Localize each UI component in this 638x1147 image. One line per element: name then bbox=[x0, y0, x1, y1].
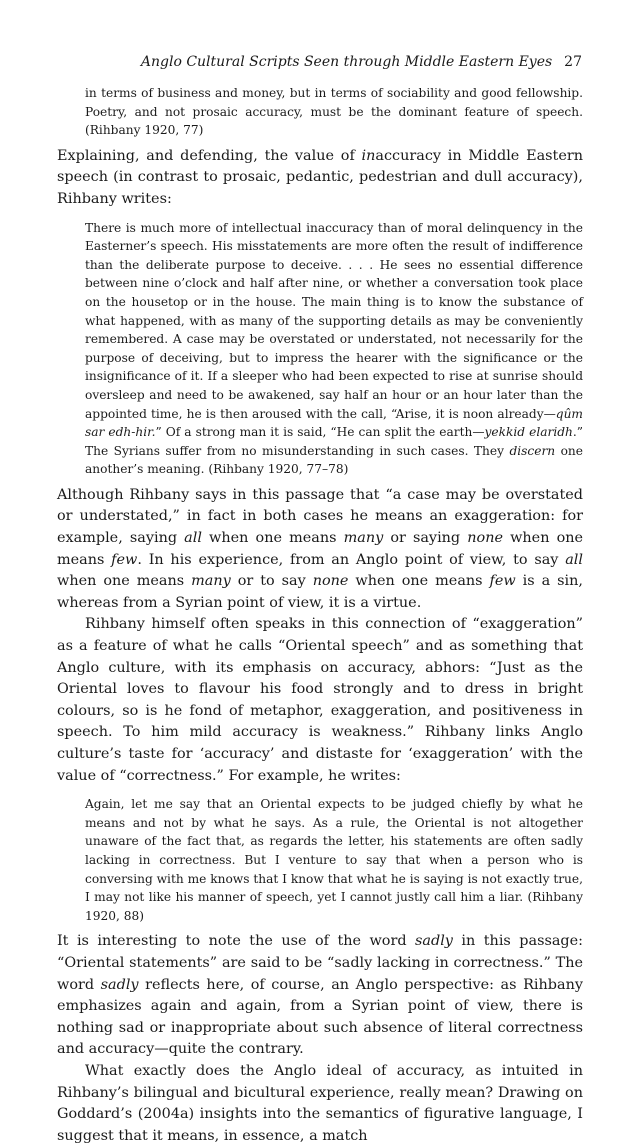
text-run: reflects here, of course, an Anglo perspective: as Rihbany emphasizes again and again, from a Syrian point of view, there is nothing sad or inappropriate about such absence of literal correctness and accuracy—quite the contrary. bbox=[57, 976, 583, 1058]
text-run: There is much more of intellectual inaccuracy than of moral delinquency in the Easterner’s speech. His misstatements are more often the result of indifference than the deliberate purpose to deceive. . . . He sees no essential difference between nine o’clock and half after nine, or whether a conversation took place on the housetop or in the house. The main thing is to know the substance of what happened, with as many of the supporting details as may be conveniently remembered. A case may be overstated or understated, not necessarily for the purpose of deceiving, but to impress the hearer with the significance or the insignificance of it. If a sleeper who had been expected to rise at sunrise should oversleep and need to be awakened, say half an hour or an hour later than the appointed time, he is then aroused with the call, “Arise, it is noon already— bbox=[85, 220, 583, 421]
emphasis: sadly bbox=[100, 976, 139, 993]
text-run: is a sin, whereas from a Syrian point of view, it is a virtue. bbox=[57, 573, 584, 611]
text-run: when one means bbox=[348, 573, 490, 590]
emphasis: sadly bbox=[415, 933, 453, 950]
paragraph-4 bbox=[57, 931, 583, 1061]
block-quote-1: in terms of business and money, but in terms of sociability and good fellowship. Poetry, and not prosaic accuracy, must be the dominant feature of speech. (Rihbany 1920, 77) bbox=[85, 86, 583, 138]
text-run: . In his experience, from an Anglo point of view, to say bbox=[137, 551, 566, 568]
emphasis: none bbox=[312, 573, 349, 590]
emphasis: in bbox=[361, 147, 376, 164]
emphasis: qûm sar edh-hir. bbox=[85, 406, 583, 440]
emphasis: all bbox=[184, 530, 202, 547]
text-run: ” Of a strong man it is said, “He can split the earth— bbox=[155, 425, 485, 440]
running-title: Anglo Cultural Scripts Seen through Middle Eastern Eyes bbox=[140, 54, 553, 70]
emphasis: yekkid elaridh bbox=[484, 425, 573, 440]
block-quote-2 bbox=[85, 219, 583, 479]
text-run: when one means bbox=[201, 530, 344, 547]
text-run: accuracy in Middle Eastern speech (in contrast to prosaic, pedantic, pedestrian and dull accuracy), Rihbany writes: bbox=[57, 147, 583, 207]
text-run: It is interesting to note the use of the word bbox=[57, 933, 416, 950]
emphasis: discern bbox=[509, 443, 556, 458]
text-run: Although Rihbany says in this passage that “a case may be overstated or understated,” in fact in both cases he means an exaggeration: for example, saying bbox=[57, 486, 583, 547]
emphasis: few bbox=[489, 573, 516, 590]
emphasis: all bbox=[565, 551, 583, 568]
text-run: or saying bbox=[383, 530, 468, 547]
paragraph-5: What exactly does the Anglo ideal of accuracy, as intuited in Rihbany’s bilingual and bicultural experience, really mean? Drawing on Goddard’s (2004a) insights into the semantics of figurative language, I suggest that it means, in essence, a match bbox=[57, 1062, 583, 1144]
emphasis: none bbox=[467, 530, 503, 547]
text-run: in this passage: “Oriental statements” are said to be “sadly lacking in correctness.” The word bbox=[57, 933, 583, 993]
emphasis: many bbox=[191, 573, 231, 590]
text-run: one another’s meaning. (Rihbany 1920, 77–78) bbox=[85, 443, 583, 477]
text-run: or to say bbox=[230, 573, 313, 590]
text-run: when one means bbox=[57, 573, 192, 590]
block-quote-3: Again, let me say that an Oriental expects to be judged chiefly by what he means and not by what he says. As a rule, the Oriental is not altogether unaware of the fact that, as regards the letter, his statements are often sadly lacking in correctness. But I venture to say that when a person who is conversing with me knows that I know that what he is saying is not exactly true, I may not like his manner of speech, yet I cannot justly call him a liar. (Rihbany 1920, 88) bbox=[85, 797, 583, 923]
running-header bbox=[56, 54, 582, 70]
emphasis: few bbox=[111, 551, 138, 568]
text-run: .” The Syrians suffer from no misunderstanding in such cases. They bbox=[85, 425, 583, 458]
paragraph-2 bbox=[57, 485, 583, 615]
paragraph-3: Rihbany himself often speaks in this connection of “exaggeration” as a feature of what he calls “Oriental speech” and as something that Anglo culture, with its emphasis on accuracy, abhors: “Just as the Oriental loves to flavour his food strongly and to dress in bright colours, so is he fond of metaphor, exaggeration, and positiveness in speech. To him mild accuracy is weakness.” Rihbany links Anglo culture’s taste for ‘accuracy’ and distaste for ‘exaggeration’ with the value of “correctness.” For example, he writes: bbox=[57, 616, 583, 784]
paragraph-1 bbox=[57, 146, 583, 211]
text-run: Explaining, and defending, the value of bbox=[57, 147, 362, 164]
emphasis: many bbox=[343, 530, 384, 547]
text-run: when one means bbox=[57, 530, 584, 568]
page-number: 27 bbox=[564, 54, 582, 70]
page-body bbox=[57, 84, 583, 1147]
